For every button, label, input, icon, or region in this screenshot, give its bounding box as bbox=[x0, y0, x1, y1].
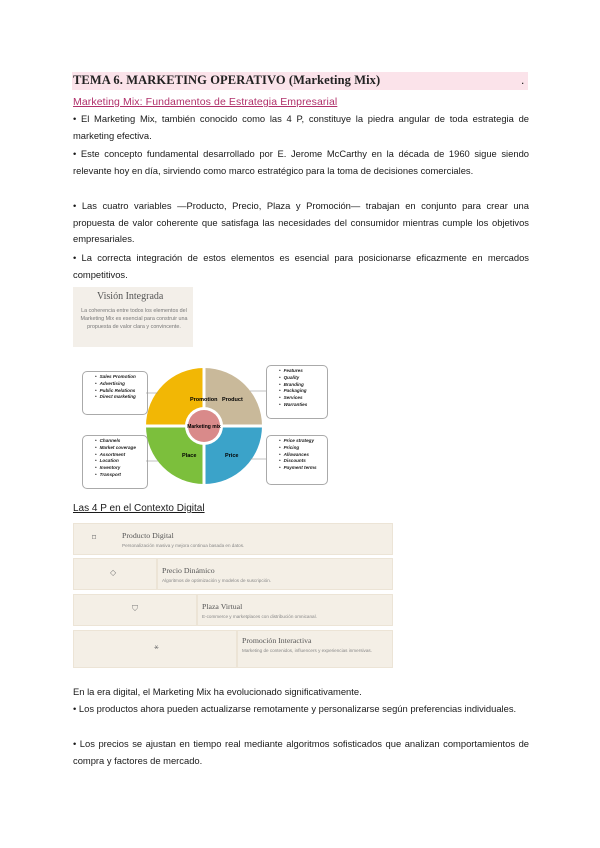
price-item: • Price strategy bbox=[279, 438, 327, 445]
digital-p-title: Plaza Virtual bbox=[202, 602, 243, 611]
promotion-label: Promotion bbox=[190, 397, 218, 403]
digital-paragraph-3: • Los precios se ajustan en tiempo real mediante algoritmos sofisticados que analizan comportamientos de compra y factores de mercado. bbox=[73, 738, 529, 766]
product-item: • Packaging bbox=[279, 388, 327, 395]
promotion-item: • Advertising bbox=[95, 381, 147, 388]
place-icon: ⛉ bbox=[132, 604, 138, 613]
digital-p-icon-cell bbox=[73, 558, 157, 590]
place-label: Place bbox=[182, 453, 197, 459]
digital-p-icon-cell bbox=[73, 630, 237, 668]
price-item: • Payment terms bbox=[279, 465, 327, 472]
digital-p-title: Precio Dinámico bbox=[162, 566, 215, 575]
place-item: • Location bbox=[95, 458, 147, 465]
digital-p-desc: Marketing de contenidos, influencers y experiencias inmersivas. bbox=[242, 648, 372, 653]
title-dot: . bbox=[521, 73, 525, 87]
section-subheading-digital: Las 4 P en el Contexto Digital bbox=[73, 503, 205, 514]
place-item: • Transport bbox=[95, 472, 147, 479]
digital-p-icon-cell bbox=[73, 594, 197, 626]
digital-p-row bbox=[237, 630, 393, 668]
digital-p-row bbox=[157, 558, 393, 590]
center-label: Marketing mix bbox=[187, 424, 221, 430]
digital-paragraph-1: En la era digital, el Marketing Mix ha evolucionado significativamente. bbox=[73, 686, 362, 697]
digital-p-title: Producto Digital bbox=[122, 531, 174, 540]
price-item: • Allowances bbox=[279, 452, 327, 459]
marketing-mix-diagram bbox=[82, 363, 326, 490]
price-icon: ◇ bbox=[110, 568, 117, 577]
vision-title: Visión Integrada bbox=[97, 291, 164, 302]
promotion-item: • Public Relations bbox=[95, 388, 147, 395]
product-icon: ⌑ bbox=[92, 533, 97, 542]
product-item: • Warranties bbox=[279, 402, 327, 409]
digital-p-title: Promoción Interactiva bbox=[242, 636, 312, 645]
product-item: • Branding bbox=[279, 382, 327, 389]
paragraph-2: • Este concepto fundamental desarrollado por E. Jerome McCarthy en la década de 1960 sigue siendo relevante hoy en día, sirviendo como marco estratégico para la toma de decisiones comerciales. bbox=[73, 148, 529, 176]
place-item: • Market coverage bbox=[95, 445, 147, 452]
section-subheading: Marketing Mix: Fundamentos de Estrategia Empresarial bbox=[73, 96, 338, 108]
product-item: • Quality bbox=[279, 375, 327, 382]
product-item: • Features bbox=[279, 368, 327, 375]
product-label: Product bbox=[222, 397, 243, 403]
digital-p-desc: Personalización masiva y mejora continua basada en datos. bbox=[122, 543, 245, 548]
product-item: • Services bbox=[279, 395, 327, 402]
digital-p-row bbox=[197, 594, 393, 626]
paragraph-3: • Las cuatro variables —Producto, Precio, Plaza y Promoción— trabajan en conjunto para crear una propuesta de valor coherente que satisfaga las necesidades del consumidor mientras cumple los objetivos empresariales. bbox=[73, 200, 529, 244]
digital-4p-list bbox=[73, 518, 393, 668]
place-item: • Assortment bbox=[95, 452, 147, 459]
place-item: • Channels bbox=[95, 438, 147, 445]
price-item: • Discounts bbox=[279, 458, 327, 465]
price-item: • Pricing bbox=[279, 445, 327, 452]
vision-card bbox=[73, 287, 193, 347]
promotion-icon: ⚹ bbox=[154, 642, 159, 651]
digital-p-desc: Algoritmos de optimización y modelos de suscripción. bbox=[162, 578, 272, 583]
digital-p-row bbox=[73, 523, 393, 555]
paragraph-1: • El Marketing Mix, también conocido como las 4 P, constituye la piedra angular de toda estrategia de marketing efectiva. bbox=[73, 113, 529, 141]
promotion-item: • Sales Promotion bbox=[95, 374, 147, 381]
promotion-item: • Direct marketing bbox=[95, 394, 147, 401]
page-title: TEMA 6. MARKETING OPERATIVO (Marketing Mix) bbox=[73, 73, 381, 87]
digital-paragraph-2: • Los productos ahora pueden actualizarse remotamente y personalizarse según preferencias individuales. bbox=[73, 703, 517, 714]
vision-text: La coherencia entre todos los elementos del Marketing Mix es esencial para construir una propuesta de valor clara y convincente. bbox=[80, 308, 188, 330]
price-label: Price bbox=[225, 453, 239, 459]
digital-p-desc: E-commerce y marketplaces con distribución omnicanal. bbox=[202, 614, 317, 619]
paragraph-4: • La correcta integración de estos elementos es esencial para posicionarse eficazmente en mercados competitivos. bbox=[73, 252, 529, 280]
marketing-mix-wheel bbox=[82, 363, 326, 490]
place-item: • Inventory bbox=[95, 465, 147, 472]
